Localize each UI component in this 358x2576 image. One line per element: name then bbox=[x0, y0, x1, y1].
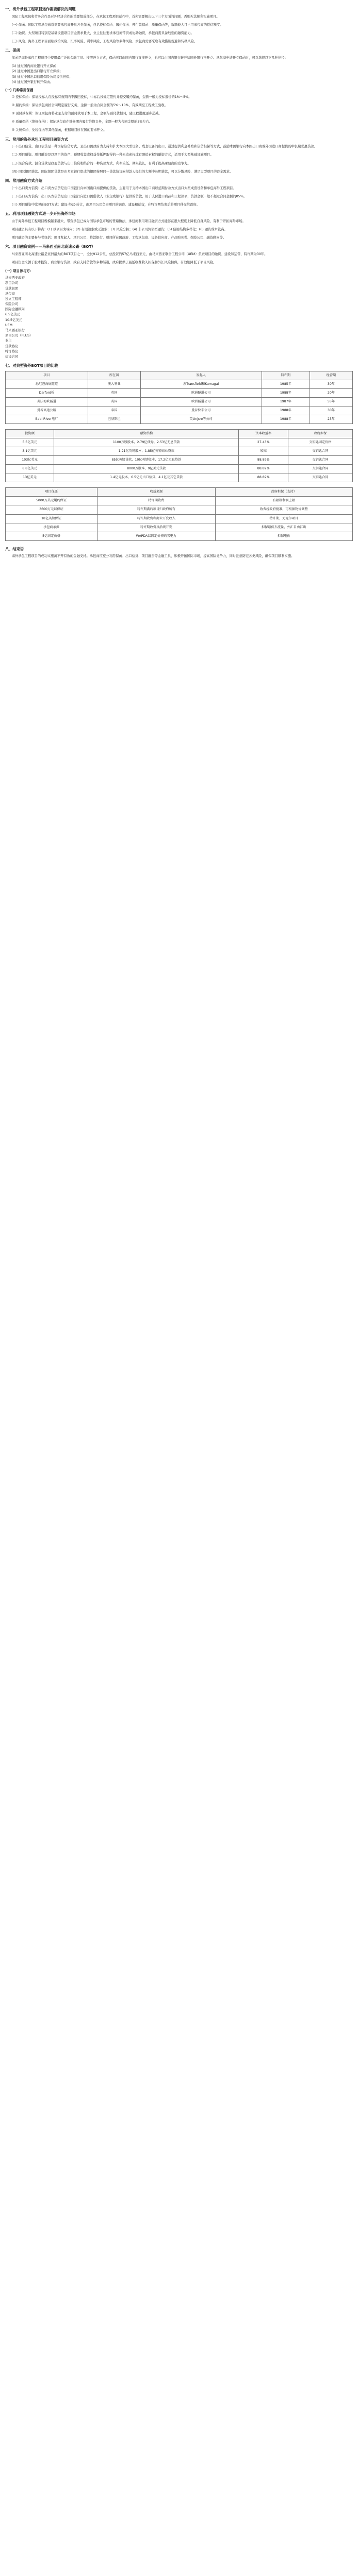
table-cell: 曼谷快车公司 bbox=[140, 406, 262, 415]
paragraph: (二) 出口买方信贷：出口买方信贷是出口国银行向进口国借款人（业主或银行）提供的贷款，用于支付进口商品和工程款项，贷款金额一般不超过合同金额的85%。 bbox=[11, 194, 247, 198]
list-item: 特许协议 bbox=[5, 349, 19, 353]
document bbox=[0, 0, 358, 568]
list-item: ⑤ 关税保函、免税保函等其他保函，根据项目所在国的要求开立。 bbox=[11, 128, 107, 132]
paragraph: (二) 项目融资。项目融资是以项目的资产、预期收益或权益作抵押取得的一种无追索权或有限追索权的融资方式，适用于大型基础设施项目。 bbox=[11, 153, 214, 157]
table-header-row bbox=[6, 488, 353, 497]
paragraph: (四) 国际银团贷款。国际银团贷款是由多家银行组成的银团按照同一贷款协议向借款人提供的大额中长期贷款，可以分散风险、满足大型项目的资金需求。 bbox=[11, 170, 233, 174]
section-3-heading: 三、常用的海外承包工程项目融资方式 bbox=[5, 137, 69, 142]
table-header-cell: 资本收益率 bbox=[239, 430, 288, 438]
table-cell: 8000万股本，9亿美元贷款 bbox=[54, 465, 239, 473]
table-cell: 88.89% bbox=[239, 456, 288, 465]
table-cell: 1987年 bbox=[262, 397, 310, 406]
table-header-cell: 政府担保（支持） bbox=[215, 488, 352, 497]
table-row bbox=[6, 415, 353, 424]
table-cell: 88.89% bbox=[239, 473, 288, 482]
table-cell: 悉尼港海底隧道 bbox=[6, 380, 88, 388]
table-cell: 1100万股股本，2.79亿债券，2.53亿无息贷款 bbox=[54, 438, 239, 447]
table-row bbox=[6, 438, 353, 447]
table-row bbox=[6, 497, 353, 505]
paragraph: (三) 项目融资中常见的BOT方式：建设-经营-转让，由项目公司负责项目的融资、建设和运营，在特许期结束后将项目移交给政府。 bbox=[11, 203, 200, 207]
list-item: 贷款协议 bbox=[5, 344, 19, 348]
table-cell: 曼谷高速公路 bbox=[6, 406, 88, 415]
table-cell: 澳Transfield和Kumagai bbox=[140, 380, 262, 388]
table-cell: 8.8亿美元 bbox=[6, 465, 54, 473]
table-header-cell: 融资结构 bbox=[54, 430, 239, 438]
table-cell: 特许期收费 bbox=[97, 497, 216, 505]
section-7-heading: 七、对典型海外BOT项目的比较 bbox=[5, 363, 58, 368]
section-5-heading: 五、利用项目融资方式进一步开拓海外市场 bbox=[5, 211, 76, 216]
table-cell: 澳大利亚 bbox=[88, 380, 140, 388]
paragraph: (一) 出口卖方信贷：出口卖方信贷是出口国银行向本国出口商提供的贷款，主要用于支持本国出口商以延期付款方式出口大型成套设备和承包海外工程项目。 bbox=[11, 186, 236, 190]
list-item: (1) 通过国内商业银行开立保函； bbox=[11, 64, 60, 69]
table-cell: Darford桥 bbox=[6, 388, 88, 397]
table-cell: 特许期满后项目归政府所有 bbox=[97, 505, 216, 514]
table-cell: 1988年 bbox=[262, 415, 310, 424]
table-header-cell: 特许期 bbox=[262, 371, 310, 380]
table-header-cell: 发起人 bbox=[140, 371, 262, 380]
table-row bbox=[6, 388, 353, 397]
paragraph: 保函是海外承包工程项目中使用最广泛的金融工具。按照开立方式，保函可以由国内银行直接开立，也可以由国内银行转开给国外银行再开立。承包商申请开立保函时，可以选择以下几种途径： bbox=[11, 56, 288, 60]
list-item: (3) 通过中国出口信用保险公司提供担保； bbox=[11, 75, 73, 79]
table-cell: 英法海峡隧道 bbox=[6, 397, 88, 406]
table-cell: 30年 bbox=[310, 380, 352, 388]
table-cell: 英Unjsre等公司 bbox=[140, 415, 262, 424]
table-cell: 1.21亿英镑股本，1.85亿英镑商业贷款 bbox=[54, 447, 239, 456]
table-header-row bbox=[6, 430, 353, 438]
list-item: 承包商 bbox=[5, 292, 15, 296]
subsection-heading: (一) 几种常用保函 bbox=[5, 88, 34, 92]
financing-structure-table bbox=[5, 429, 353, 482]
table-header-cell: 项目保证 bbox=[6, 488, 97, 497]
table-row bbox=[6, 397, 353, 406]
table-header-cell: 投资额 bbox=[6, 430, 54, 438]
table-header-cell: 所在国 bbox=[88, 371, 140, 380]
list-item: 业主 bbox=[5, 339, 12, 343]
list-item: 10.5亿美元 bbox=[5, 318, 22, 322]
table-row bbox=[6, 505, 353, 514]
table-cell: 英国 bbox=[88, 397, 140, 406]
table-cell: 27.43% bbox=[239, 438, 288, 447]
table-row bbox=[6, 523, 353, 532]
table-cell: 5000万美元履约保证 bbox=[6, 497, 97, 505]
table-row bbox=[6, 532, 353, 540]
list-item: 6.5亿美元 bbox=[5, 313, 20, 317]
paragraph: 项目融资的主要参与者包括：项目发起人、项目公司、贷款银行、项目所在国政府、工程承包商、设备供应商、产品购买者、保险公司、融资顾问等。 bbox=[11, 236, 226, 240]
table-cell: 担保最低车流量，外汇自由汇出 bbox=[215, 523, 352, 532]
paragraph: 项目融资具有以下特点：(1) 以项目为导向；(2) 有限追索或无追索；(3) 风险分担；(4) 非公司负债型融资；(5) 信用结构多样化；(6) 融资成本较高。 bbox=[11, 228, 227, 232]
table-cell: 特许期收费及沿线开发 bbox=[97, 523, 216, 532]
section-4-heading: 四、常用融资方式介绍 bbox=[5, 178, 42, 183]
table-cell: 55年 bbox=[310, 397, 352, 406]
table-row bbox=[6, 447, 353, 456]
section-6-heading: 六、项目融资案例——马来西亚南北高速公路（BOT） bbox=[5, 244, 95, 249]
bot-project-table bbox=[5, 371, 353, 424]
list-item: 马来西亚政府 bbox=[5, 276, 25, 280]
subsection-heading: (一) 项目参与方： bbox=[5, 269, 34, 274]
table-cell: 18亿英镑保证 bbox=[6, 514, 97, 523]
table-cell: 欧洲隧道公司 bbox=[140, 397, 262, 406]
table-cell: 交钥匙固定价格 bbox=[288, 438, 352, 447]
table-cell: 特许期收费和商业开发收入 bbox=[97, 514, 216, 523]
table-cell: 88.89% bbox=[239, 465, 288, 473]
list-item: ② 履约保函：保证承包商按合同规定履行义务，金额一般为合同金额的5%～10%，有效期至工程竣工验收。 bbox=[11, 103, 168, 107]
table-cell: 交钥匙合同 bbox=[288, 456, 352, 465]
table-cell: 103亿美元 bbox=[6, 456, 54, 465]
section-2-heading: 二、保函 bbox=[5, 48, 20, 53]
section-1-heading: 一、海外承包工程项目运作需要解决的问题 bbox=[5, 7, 76, 11]
table-header-cell: 收益来源 bbox=[97, 488, 216, 497]
list-item: 项目公司（PLUS） bbox=[5, 334, 33, 338]
list-item: (4) 通过国外银行转开保函。 bbox=[11, 80, 53, 84]
table-header-cell: 项目 bbox=[6, 371, 88, 380]
table-cell: 13亿美元 bbox=[6, 473, 54, 482]
list-item: (2) 通过中国进出口银行开立保函； bbox=[11, 70, 63, 74]
table-header-cell: 政府担保 bbox=[288, 430, 352, 438]
table-row bbox=[6, 514, 353, 523]
paragraph: 国际工程承包和劳务合作是对外经济合作的重要组成部分，在承包工程项目运作中，首先需要解决以下三个方面的问题，否则无法顺利实施项目。 bbox=[11, 14, 220, 19]
table-cell: 英国 bbox=[88, 388, 140, 397]
list-item: ① 投标保函：保证投标人在投标有效期内不撤回投标，中标后按规定签约并提交履约保函，金额一般为投标报价的1%～5%。 bbox=[11, 95, 192, 99]
table-cell: 泰国 bbox=[88, 406, 140, 415]
table-cell: 欧洲隧道公司 bbox=[140, 388, 262, 397]
list-item: 项目公司 bbox=[5, 281, 19, 285]
table-cell: 23年 bbox=[310, 415, 352, 424]
table-row bbox=[6, 465, 353, 473]
section-8-heading: 八、结束语 bbox=[5, 546, 24, 551]
table-cell: 85亿英镑贷款，10亿英镑股本，17.2亿无息贷款 bbox=[54, 456, 239, 465]
table-cell: 担保电价 bbox=[215, 532, 352, 540]
table-cell: 巴基斯坦 bbox=[88, 415, 140, 424]
table-row bbox=[6, 456, 353, 465]
list-item: 贷款银团 bbox=[5, 286, 19, 291]
list-item: ④ 质量保函（维修保函）：保证承包商在维修期内履行维修义务，金额一般为合同金额的5%左右。 bbox=[11, 120, 153, 124]
table-cell: 有限制利润上限 bbox=[215, 497, 352, 505]
table-cell: 30年 bbox=[310, 406, 352, 415]
table-cell: 1988年 bbox=[262, 406, 310, 415]
table-cell: 5亿固定价格 bbox=[6, 532, 97, 540]
table-cell: 5.5亿美元 bbox=[6, 438, 54, 447]
guarantee-revenue-table bbox=[5, 487, 353, 540]
list-item: ③ 预付款保函：保证承包商将业主支付的预付款用于本工程，金额与预付款相同，随工程进度逐步递减。 bbox=[11, 112, 162, 116]
list-item: 独立工程师 bbox=[5, 297, 22, 301]
paragraph: 由于海外承包工程项目规模越来越大，带资承包已成为国际承包市场的普遍做法，承包商利用项目融资方式能够在很大程度上降低自身风险，有利于开拓海外市场。 bbox=[11, 219, 246, 223]
table-cell: 20年 bbox=[310, 388, 352, 397]
paragraph: 项目资金来源于股本投资、商业银行贷款、政府支持贷款等多种渠道，政府提供了最低收费收入担保和外汇风险担保，有效地降低了项目风险。 bbox=[11, 261, 217, 265]
paragraph: 马来西亚南北高速公路是亚洲最大的BOT项目之一，全长912公里，总投资约57亿马来西亚元，由马来西亚联合工程公司（UEM）负责项目的融资、建设和运营，特许期为30年。 bbox=[11, 252, 268, 257]
list-item: UEM bbox=[5, 323, 13, 327]
table-cell: 1988年 bbox=[262, 388, 310, 397]
table-cell: 特许期，无竞争项目 bbox=[215, 514, 352, 523]
guarantee-channel-list bbox=[5, 64, 353, 85]
table-cell: Babi River电厂 bbox=[6, 415, 88, 424]
table-cell: 交钥匙合同 bbox=[288, 465, 352, 473]
table-cell: 承包商承担 bbox=[6, 523, 97, 532]
table-cell: 收费经政府批准，可根据物价调整 bbox=[215, 505, 352, 514]
paragraph: (一) 保函。国际工程承包通常需要承包商开具各类保函，包括投标保函、履约保函、预付款保函、质量保函等，数额较大且占用承包商的授信额度。 bbox=[11, 23, 223, 27]
paragraph: (一) 出口信贷。出口信贷是一种国际信贷方式，是出口国政府为支持和扩大本国大型设备、成套设备的出口，通过提供利息补贴和信贷担保等方式，鼓励本国银行向本国出口商或外国进口商提供的中长期优惠贷款。 bbox=[11, 145, 318, 149]
list-item: 国际金融顾问 bbox=[5, 308, 25, 312]
table-row bbox=[6, 473, 353, 482]
table-cell: 3600万元以保证 bbox=[6, 505, 97, 514]
list-item: 建设合同 bbox=[5, 354, 19, 359]
paragraph: (三) 混合贷款。混合贷款是政府贷款与出口信贷相结合的一种贷款方式，利率较低、期限较长，有利于提高承包商的竞争力。 bbox=[11, 161, 191, 165]
table-header-cell: 经营期 bbox=[310, 371, 352, 380]
table-cell: 交钥匙合同 bbox=[288, 447, 352, 456]
table-row bbox=[6, 406, 353, 415]
paragraph: 海外承包工程项目的成功实施离不开有效的金融支持。承包商应充分利用保函、出口信贷、项目融资等金融工具，积极开拓国际市场，提高国际竞争力，同时注意防范各类风险，确保项目顺利实施。 bbox=[11, 554, 295, 558]
table-cell: 1985年 bbox=[262, 380, 310, 388]
table-cell: 交钥匙合同 bbox=[288, 473, 352, 482]
project-party-list bbox=[5, 276, 353, 360]
table-header-row bbox=[6, 371, 353, 380]
table-cell: WAPDA以固定价格购买电力 bbox=[97, 532, 216, 540]
paragraph: (三) 风险。海外工程项目面临政治风险、汇率风险、利率风险、工程风险等多种风险，承包商需要采取有效措施规避和转移风险。 bbox=[11, 40, 198, 44]
paragraph: (二) 融资。大型项目特别是基础设施项目资金需求量大，业主往往要求承包商带资或协助融资，承包商需具备较强的融资能力。 bbox=[11, 31, 194, 36]
list-item: 保险公司 bbox=[5, 302, 19, 307]
table-cell: 3.1亿美元 bbox=[6, 447, 54, 456]
table-cell: 较高 bbox=[239, 447, 288, 456]
table-cell: 1.4亿元股本，6.5亿元出口信贷，4.1亿元其它贷款 bbox=[54, 473, 239, 482]
table-row bbox=[6, 380, 353, 388]
list-item: 马来西亚银行 bbox=[5, 329, 25, 333]
